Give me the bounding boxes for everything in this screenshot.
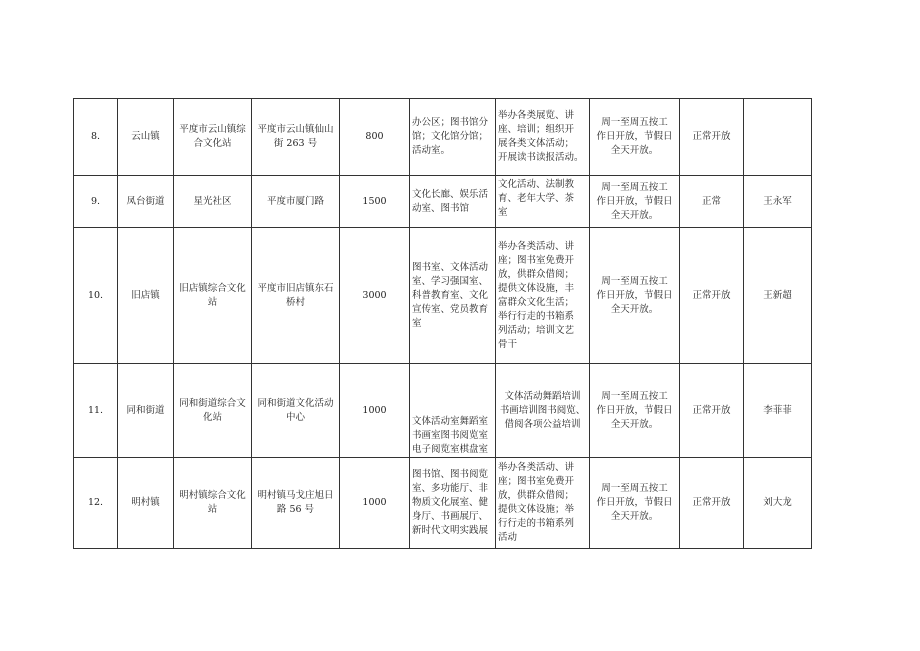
station-name: 同和街道综合文 化站 [174, 364, 252, 458]
services: 举办各类活动、讲 座；图书室免费开 放，供群众借阅； 提供文体设施，丰 富群众文化生活； 举行行走的书箱系 列活动；培训文艺 骨干 [496, 228, 590, 364]
table-row [74, 228, 812, 364]
row-number: 10. [74, 228, 118, 364]
town-name: 明村镇 [118, 458, 174, 549]
town-name: 凤台街道 [118, 176, 174, 228]
area: 1000 [340, 364, 410, 458]
table-row [74, 99, 812, 176]
facilities: 文化长廊、娱乐活 动室、图书馆 [410, 176, 496, 228]
station-name: 明村镇综合文化 站 [174, 458, 252, 549]
table-row [74, 458, 812, 549]
row-number: 12. [74, 458, 118, 549]
services: 文化活动、法制教 育、老年大学、茶 室 [496, 176, 590, 228]
station-name: 星光社区 [174, 176, 252, 228]
services: 文体活动舞蹈培训 书画培训图书阅览、 借阅各项公益培训 [496, 364, 590, 458]
contact-person: 王新超 [744, 228, 812, 364]
facilities: 文体活动室舞蹈室 书画室图书阅览室 电子阅览室棋盘室 [410, 364, 496, 458]
status: 正常开放 [680, 458, 744, 549]
opening-hours: 周一至周五按工 作日开放，节假日 全天开放。 [590, 99, 680, 176]
table-row [74, 176, 812, 228]
contact-person: 王永军 [744, 176, 812, 228]
contact-person [744, 99, 812, 176]
address: 平度市旧店镇东石 桥村 [252, 228, 340, 364]
facilities: 图书馆、图书阅览 室、多功能厅、非 物质文化展室、健 身厅、书画展厅、 新时代文明实践展 [410, 458, 496, 549]
opening-hours: 周一至周五按工 作日开放，节假日 全天开放。 [590, 228, 680, 364]
station-name: 旧店镇综合文化 站 [174, 228, 252, 364]
culture-station-table [73, 98, 812, 549]
opening-hours: 周一至周五按工 作日开放，节假日 全天开放。 [590, 364, 680, 458]
town-name: 云山镇 [118, 99, 174, 176]
station-name: 平度市云山镇综 合文化站 [174, 99, 252, 176]
area: 1500 [340, 176, 410, 228]
row-number: 9. [74, 176, 118, 228]
area: 800 [340, 99, 410, 176]
table-row [74, 364, 812, 458]
row-number: 11. [74, 364, 118, 458]
contact-person: 李菲菲 [744, 364, 812, 458]
opening-hours: 周一至周五按工 作日开放，节假日 全天开放。 [590, 458, 680, 549]
area: 1000 [340, 458, 410, 549]
opening-hours: 周一至周五按工 作日开放，节假日 全天开放。 [590, 176, 680, 228]
address: 明村镇马戈庄旭日 路 56 号 [252, 458, 340, 549]
address: 同和街道文化活动 中心 [252, 364, 340, 458]
address: 平度市云山镇仙山 街 263 号 [252, 99, 340, 176]
contact-person: 刘大龙 [744, 458, 812, 549]
status: 正常 [680, 176, 744, 228]
town-name: 同和街道 [118, 364, 174, 458]
services: 举办各类展览、讲 座、培训；组织开 展各类文体活动； 开展读书读报活动。 [496, 99, 590, 176]
address: 平度市厦门路 [252, 176, 340, 228]
town-name: 旧店镇 [118, 228, 174, 364]
status: 正常开放 [680, 99, 744, 176]
facilities: 图书室、文体活动 室、学习强国室、 科普教育室、文化 宣传室、党员教育 室 [410, 228, 496, 364]
status: 正常开放 [680, 228, 744, 364]
status: 正常开放 [680, 364, 744, 458]
services: 举办各类活动、讲 座；图书室免费开 放，供群众借阅； 提供文体设施；举 行行走的书箱系列 活动 [496, 458, 590, 549]
row-number: 8. [74, 99, 118, 176]
facilities: 办公区；图书馆分 馆；文化馆分馆； 活动室。 [410, 99, 496, 176]
area: 3000 [340, 228, 410, 364]
